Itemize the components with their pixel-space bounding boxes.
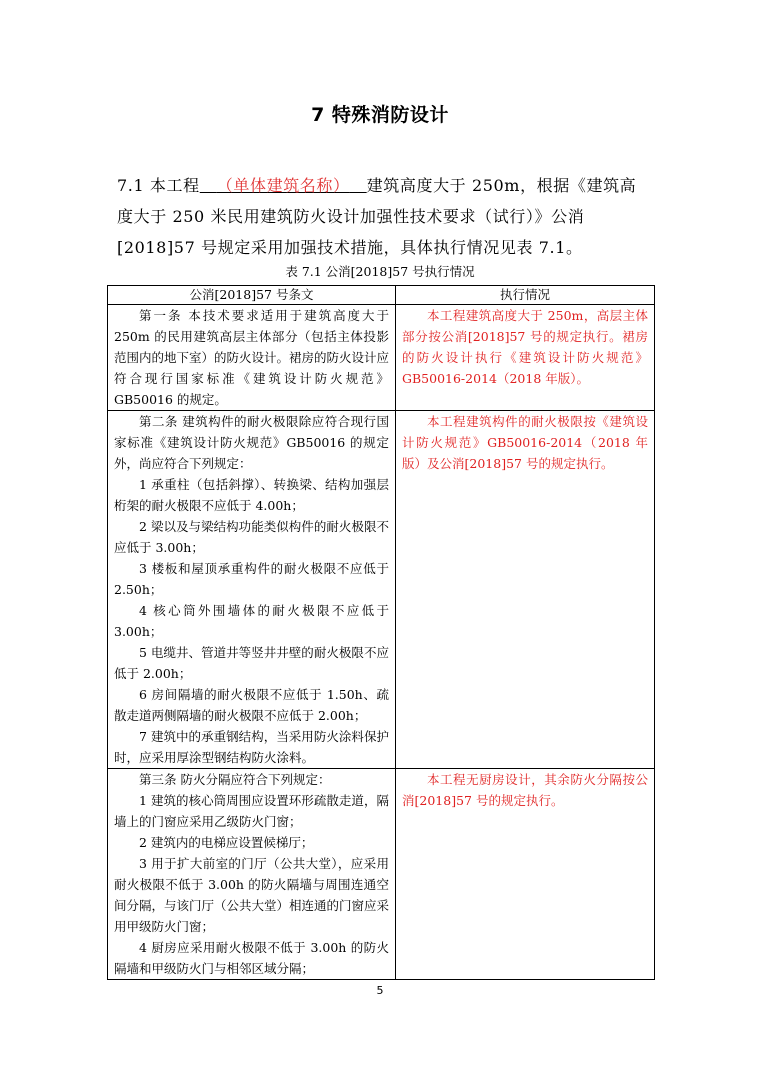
clause-cell: [108, 305, 396, 411]
clause-cell: [108, 411, 396, 769]
clause-line: 4 厨房应采用耐火极限不低于 3.00h 的防火隔墙和甲级防火门与相邻区域分隔；: [114, 940, 389, 976]
clause-cell: [108, 769, 396, 980]
clause-line: 第三条 防火分隔应符合下列规定：: [139, 772, 331, 787]
clause-line: 2 建筑内的电梯应设置候梯厅；: [139, 835, 314, 850]
execution-table: [107, 285, 655, 980]
table-row: [108, 411, 655, 769]
clause-line: 5 电缆井、管道井等竖井井壁的耐火极限不应低于 2.00h；: [114, 645, 389, 681]
header-clause: 公消[2018]57 号条文: [108, 286, 396, 305]
table-row: [108, 305, 655, 411]
clause-line: 第二条 建筑构件的耐火极限除应符合现行国家标准《建筑设计防火规范》GB50016 的规定外，尚应符合下列规定：: [114, 414, 389, 471]
table-header-row: [108, 286, 655, 305]
status-text: 本工程建筑高度大于 250m，高层主体部分按公消[2018]57 号的规定执行。裙房的防火设计执行《建筑设计防火规范》GB50016-2014（2018 年版）。: [402, 308, 648, 386]
intro-text: 建筑高度大于 250m，根据《建筑高度大于 250 米民用建筑防火设计加强性技术要求（试行）》公消[2018]57 号规定采用加强技术措施，具体执行情况见表 7.1。: [117, 176, 637, 257]
table-caption: 表 7.1 公消[2018]57 号执行情况: [285, 264, 475, 279]
section-heading: 7 特殊消防设计: [311, 104, 449, 126]
clause-line: 第一条 本技术要求适用于建筑高度大于 250m 的民用建筑高层主体部分（包括主体投影范围内的地下室）的防火设计。裙房的防火设计应符合现行国家标准《建筑设计防火规范》GB50016 的规定。: [114, 308, 390, 407]
intro-paragraph: [117, 170, 647, 263]
clause-line: 1 承重柱（包括斜撑）、转换梁、结构加强层桁架的耐火极限不应低于 4.00h；: [114, 477, 389, 513]
page-number: 5: [376, 984, 384, 997]
clause-line: 1 建筑的核心筒周围应设置环形疏散走道，隔墙上的门窗应采用乙级防火门窗；: [114, 793, 389, 829]
table-row: [108, 769, 655, 980]
clause-line: 7 建筑中的承重钢结构，当采用防火涂料保护时，应采用厚涂型钢结构防火涂料。: [114, 729, 389, 765]
status-cell: [396, 769, 655, 980]
building-name-placeholder: （单体建筑名称）: [216, 176, 350, 195]
status-cell: [396, 305, 655, 411]
status-text: 本工程无厨房设计，其余防火分隔按公消[2018]57 号的规定执行。: [402, 772, 648, 808]
header-status: 执行情况: [396, 286, 655, 305]
clause-line: 6 房间隔墙的耐火极限不应低于 1.50h、疏散走道两侧隔墙的耐火极限不应低于 2.00h；: [114, 687, 389, 723]
clause-line: 3 楼板和屋顶承重构件的耐火极限不应低于 2.50h；: [114, 561, 389, 597]
clause-line: 4 核心筒外围墙体的耐火极限不应低于 3.00h；: [114, 603, 389, 639]
status-text: 本工程建筑构件的耐火极限按《建筑设计防火规范》GB50016-2014（2018 年版）及公消[2018]57 号的规定执行。: [402, 414, 648, 471]
intro-prefix: 7.1 本工程: [117, 176, 200, 195]
status-cell: [396, 411, 655, 769]
clause-line: 2 梁以及与梁结构功能类似构件的耐火极限不应低于 3.00h；: [114, 519, 389, 555]
clause-line: 3 用于扩大前室的门厅（公共大堂），应采用耐火极限不低于 3.00h 的防火隔墙与周围连通空间分隔，与该门厅（公共大堂）相连通的门窗应采用甲级防火门窗；: [114, 856, 390, 934]
